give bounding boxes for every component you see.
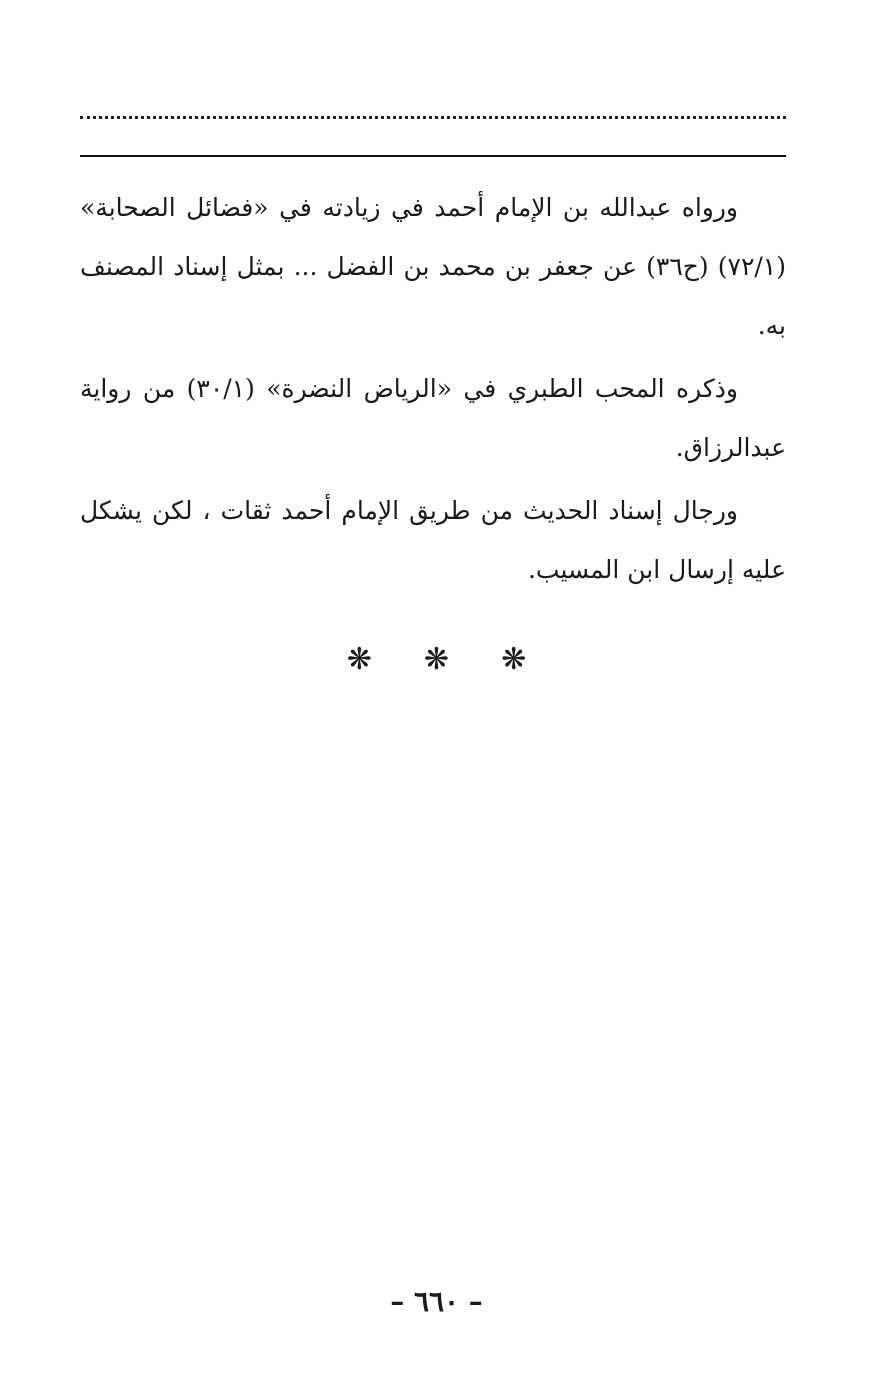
- paragraph-fadail-sahaba: ورواه عبدالله بن الإمام أحمد في زيادته في «فضائل الصحابة» (٧٢/١) (ح٣٦) عن جعفر بن محمد بن الفضل ... بمثل إسناد المصنف به.: [80, 193, 787, 340]
- footnote-body: [80, 178, 786, 603]
- paragraph-isnad-note: ورجال إسناد الحديث من طريق الإمام أحمد ثقات ، لكن يشكل عليه إرسال ابن المسيب.: [80, 496, 786, 584]
- page-number: – ٦٦٠ –: [390, 1285, 483, 1318]
- asterism-icon: ❋: [346, 642, 372, 677]
- asterism-icon: ❋: [423, 642, 450, 677]
- dotted-separator-rule: [80, 116, 786, 119]
- paragraph-riyad-nadira: وذكره المحب الطبري في «الرياض النضرة» (٣٠/١) من رواية عبدالرزاق.: [80, 374, 786, 462]
- section-ornament: [0, 640, 873, 680]
- asterism-icon: ❋: [501, 642, 527, 677]
- footnote-separator-rule: [80, 155, 786, 157]
